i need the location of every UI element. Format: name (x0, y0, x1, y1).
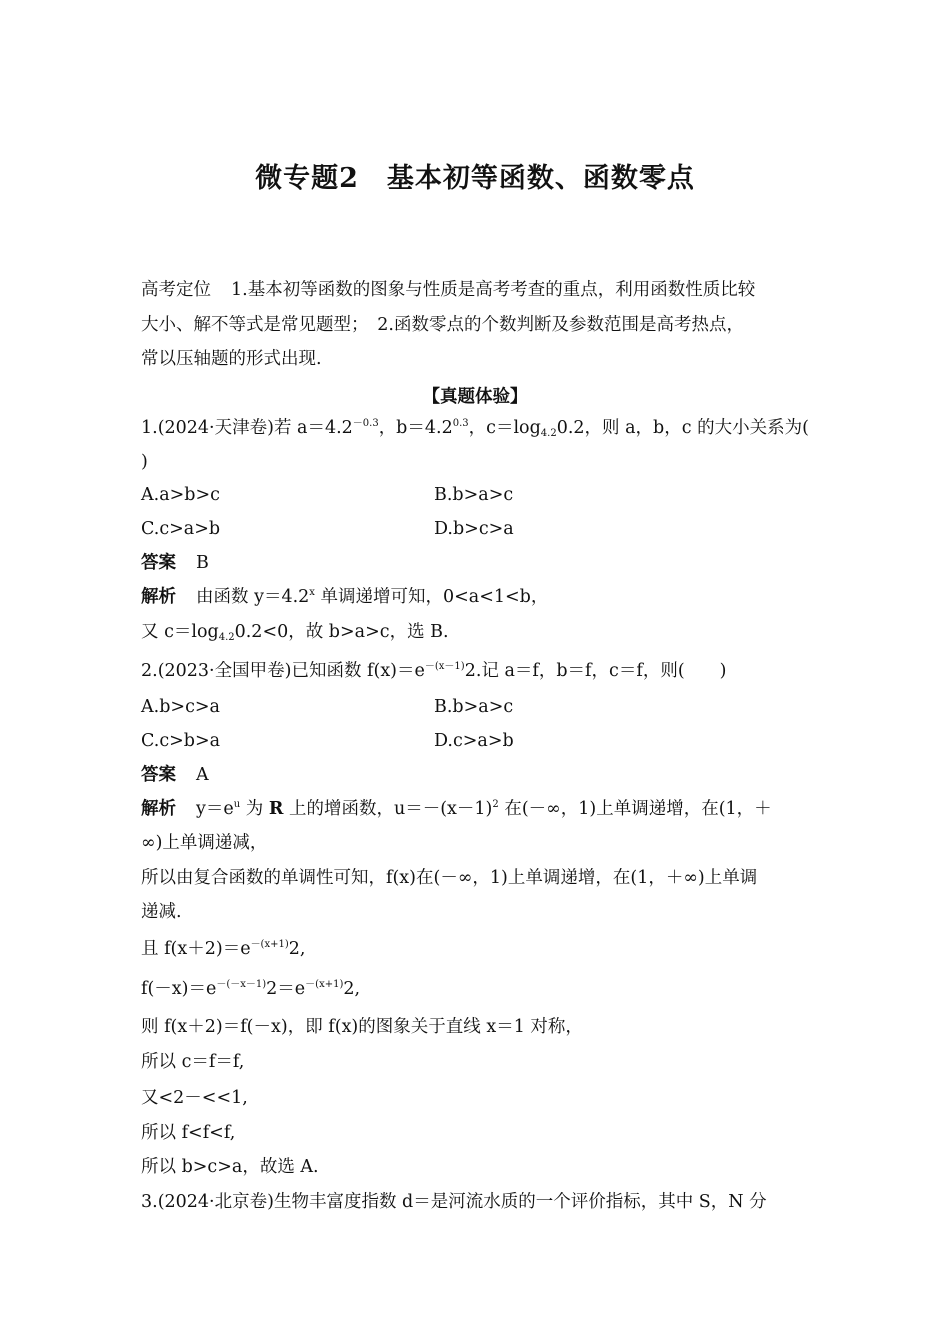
q2-analysis-11: 所以 b>c>a，故选 A. (141, 1157, 319, 1177)
page-title: 微专题2 基本初等函数、函数零点 (255, 163, 695, 194)
intro-label: 高考定位 (141, 280, 211, 300)
q2-analysis-8: 所以 c＝f＝f, (141, 1052, 245, 1072)
q2-analysis-3: 所以由复合函数的单调性可知，f(x)在(－∞，1)上单调递增，在(1，＋∞)上单调 (141, 868, 758, 888)
q1-stem-close: ) (141, 452, 148, 472)
q3-stem: 3.(2024·北京卷)生物丰富度指数 d＝是河流水质的一个评价指标，其中 S，N 分 (141, 1192, 767, 1212)
q1-option-c: C.c>a>b (141, 519, 221, 539)
q2-option-c: C.c>b>a (141, 731, 221, 751)
q2-answer: 答案 A (141, 765, 209, 785)
q1-option-b: B.b>a>c (434, 485, 514, 505)
q2-analysis-7: 则 f(x＋2)＝f(－x)，即 f(x)的图象关于直线 x＝1 对称， (141, 1017, 583, 1037)
q2-option-a: A.b>c>a (141, 697, 220, 717)
intro-line-1: 高考定位 1.基本初等函数的图象与性质是高考考查的重点，利用函数性质比较 (141, 280, 756, 300)
q1-stem: 1.(2024·天津卷)若 $a=4.2^{-0.3}$，$b=4.2^{0.3}$，$c=\log_{4.2}0.2$，则 a，b，c 的大小关系为( (141, 418, 809, 439)
q2-analysis-10: 所以 f<f<f, (141, 1123, 236, 1143)
q1-option-a: A.a>b>c (141, 485, 220, 505)
q2-analysis-2: ∞)上单调递减， (141, 833, 268, 853)
q2-option-b: B.b>a>c (434, 697, 514, 717)
q2-analysis-1: 解析 $y=e^u$ 为 R 上的增函数，$u=-(x-1)^2$ 在(－∞，1)上单调递增，在(1，＋ (141, 799, 772, 819)
intro-line-3: 常以压轴题的形式出现. (141, 349, 322, 369)
q2-analysis-6: $f(-x)=e^{-(-x-1)}2=e^{-(x+1)}2$, (141, 979, 361, 999)
q2-analysis-5: 且 $f(x+2)=e^{-(x+1)}2$, (141, 939, 306, 959)
intro-line-2: 大小、解不等式是常见题型； 2.函数零点的个数判断及参数范围是高考热点， (141, 315, 744, 335)
q2-analysis-9: 又<2－<<1, (141, 1088, 248, 1108)
q1-analysis-2: 又 $c=\log_{4.2}0.2<0$，故 b>a>c，选 B. (141, 622, 449, 643)
section-title: 【真题体验】 (422, 387, 528, 407)
q1-analysis-1: 解析 由函数 $y=4.2^x$ 单调递增可知，0<a<1<b， (141, 587, 549, 607)
q2-analysis-4: 递减. (141, 902, 182, 922)
q1-answer: 答案 B (141, 553, 209, 573)
q1-option-d: D.b>c>a (434, 519, 514, 539)
q2-stem: 2.(2023·全国甲卷)已知函数 $f(x)=e^{-(x-1)}2$.记 a＝f，b＝f，c＝f，则( ) (141, 661, 727, 681)
q2-option-d: D.c>a>b (434, 731, 514, 751)
